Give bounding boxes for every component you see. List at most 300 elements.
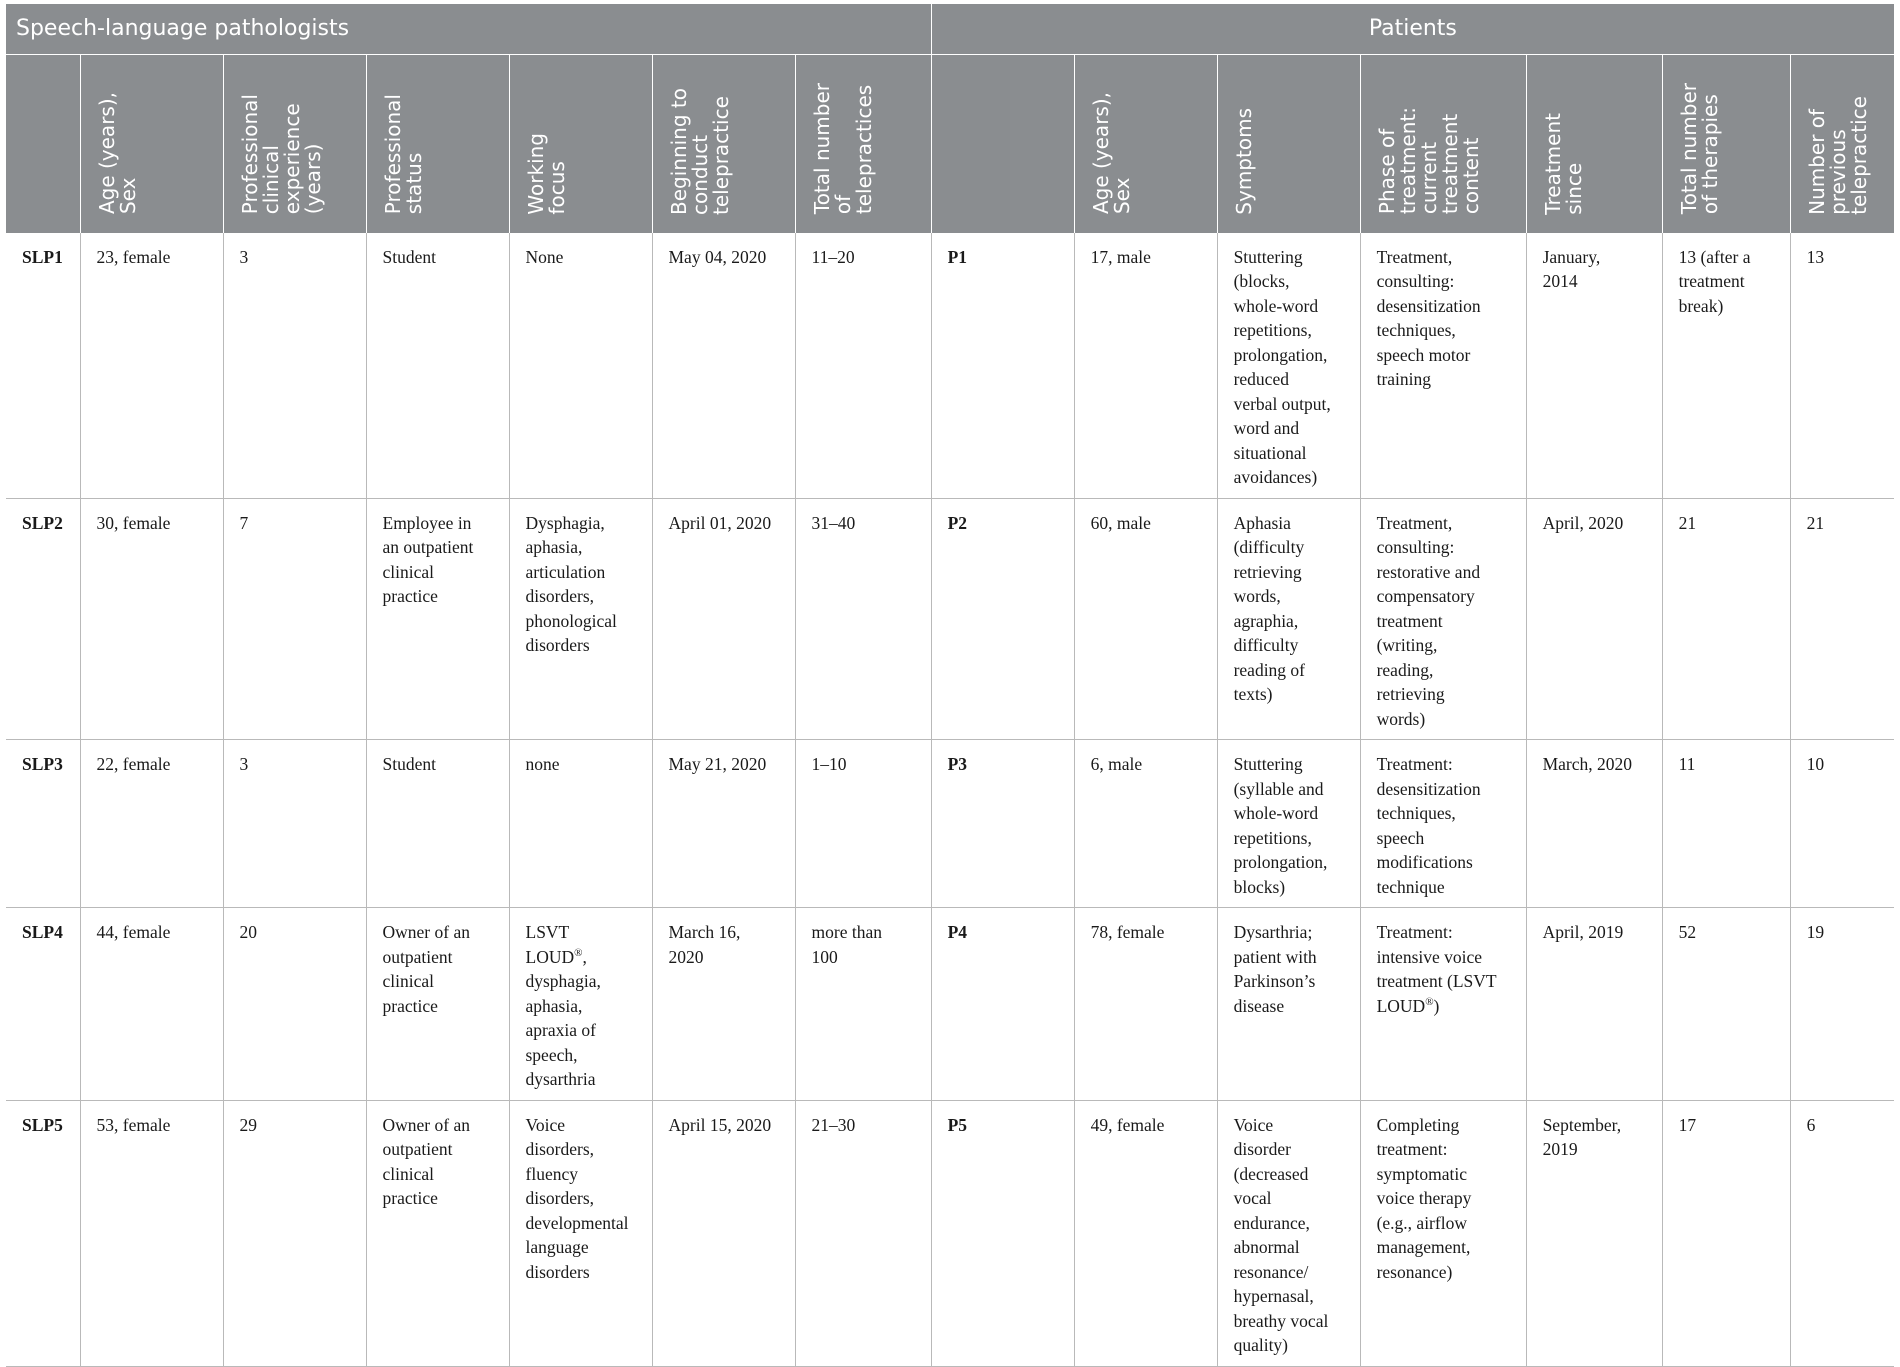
table-row <box>6 1100 1894 1366</box>
cell-line: SLP3 <box>22 754 63 774</box>
cell-line: (e.g., airflow <box>1376 1212 1467 1233</box>
cell-line: treatment <box>1376 610 1443 631</box>
cell-slp-id <box>6 908 80 1101</box>
cell-slp-age-sex <box>80 908 223 1101</box>
cell-line: disorder <box>1233 1139 1291 1159</box>
cell-line: resonance) <box>1376 1261 1453 1282</box>
cell-line: Dysphagia, <box>525 512 605 533</box>
cell-line: techniques, <box>1376 320 1456 340</box>
cell-line: Student <box>382 246 436 267</box>
column-header-total-therapies <box>1662 54 1790 233</box>
cell-since <box>1526 908 1662 1101</box>
cell-line: (syllable and <box>1233 778 1324 799</box>
cell-line: language <box>525 1237 589 1257</box>
table-row <box>6 908 1894 1101</box>
cell-line: 53, female <box>96 1114 171 1135</box>
header-line: focus <box>544 161 569 215</box>
column-header-phase <box>1360 54 1526 233</box>
cell-line: whole-word <box>1233 295 1319 316</box>
header-line: clinical <box>258 145 283 215</box>
cell-status <box>366 233 509 499</box>
cell-line: practice <box>382 1188 438 1208</box>
cell-line: (blocks, <box>1233 271 1290 291</box>
table-row <box>6 498 1894 740</box>
cell-line: 21–30 <box>811 1114 856 1135</box>
cell-line: 23, female <box>96 246 171 267</box>
cell-symptoms <box>1217 233 1360 499</box>
cell-since <box>1526 498 1662 740</box>
cell-line: SLP5 <box>22 1114 63 1135</box>
cell-line: speech motor <box>1376 344 1471 365</box>
cell-prev-tele <box>1790 1100 1894 1366</box>
cell-patient-id <box>931 498 1074 740</box>
cell-line: 30, female <box>96 512 171 533</box>
cell-line: resonance/ <box>1233 1261 1309 1282</box>
cell-line: disorders <box>525 635 590 655</box>
cell-begin <box>652 1100 795 1366</box>
cell-line: 29 <box>239 1114 257 1135</box>
cell-line: P2 <box>947 512 968 533</box>
cell-line: techniques, <box>1376 803 1456 823</box>
cell-line: disease <box>1233 995 1285 1016</box>
cell-line: avoidances) <box>1233 467 1318 487</box>
cell-line: 6 <box>1806 1114 1816 1135</box>
cell-total-therapies <box>1662 740 1790 908</box>
cell-symptoms <box>1217 498 1360 740</box>
cell-line: 2019 <box>1542 1139 1578 1159</box>
cell-line: reduced <box>1233 369 1289 389</box>
cell-focus <box>509 498 652 740</box>
cell-total-tele <box>795 908 931 1101</box>
cell-line: 31–40 <box>811 512 856 533</box>
cell-line: 19 <box>1806 922 1825 942</box>
cell-line: 2020 <box>668 946 704 967</box>
header-line: telepractices <box>851 85 876 215</box>
cell-line: 2014 <box>1542 271 1578 291</box>
cell-begin <box>652 908 795 1101</box>
cell-line: Dysarthria; <box>1233 922 1313 942</box>
cell-line: May 21, 2020 <box>668 754 767 774</box>
cell-line: Treatment: <box>1376 922 1453 942</box>
cell-line: disorders, <box>525 1139 595 1159</box>
header-line: Age (years), <box>1088 92 1113 215</box>
cell-symptoms <box>1217 908 1360 1101</box>
cell-line: clinical <box>382 971 435 991</box>
cell-line: 20 <box>239 922 257 942</box>
cell-line: consulting: <box>1376 537 1455 557</box>
column-header-label <box>1231 107 1256 215</box>
cell-line: desensitization <box>1376 778 1481 799</box>
cell-line: Voice <box>1233 1114 1274 1135</box>
cell-line: P5 <box>947 1114 968 1135</box>
cell-line: training <box>1376 369 1432 389</box>
cell-line: Parkinson’s <box>1233 971 1316 991</box>
cell-line: prolongation, <box>1233 344 1328 365</box>
cell-p-age-sex <box>1074 908 1217 1101</box>
column-header-patient-id <box>931 54 1074 233</box>
header-line: Working <box>523 132 548 215</box>
group-header-patients: Patients <box>931 4 1894 54</box>
cell-line: April, 2020 <box>1542 512 1624 533</box>
cell-line: Owner of an <box>382 1114 470 1135</box>
cell-phase <box>1360 233 1526 499</box>
cell-line: None <box>525 246 564 267</box>
cell-patient-id <box>931 740 1074 908</box>
cell-line: patient with <box>1233 946 1317 967</box>
data-table-container <box>6 4 1894 1367</box>
cell-line: abnormal <box>1233 1237 1300 1257</box>
cell-line: speech <box>1376 827 1425 848</box>
cell-line: symptomatic <box>1376 1163 1467 1184</box>
cell-line: SLP4 <box>22 922 63 942</box>
cell-line: 17, male <box>1090 246 1151 267</box>
cell-line: treatment: <box>1376 1139 1448 1159</box>
cell-line: April 01, 2020 <box>668 512 772 533</box>
cell-line: treatment <box>1678 271 1745 291</box>
cell-experience <box>223 233 366 499</box>
header-line: Total number <box>809 83 834 215</box>
cell-line: compensatory <box>1376 586 1475 606</box>
cell-line: articulation <box>525 561 606 582</box>
cell-line: blocks) <box>1233 876 1286 897</box>
column-header-label <box>1374 107 1483 215</box>
cell-line: 100 <box>811 946 838 967</box>
table-body <box>6 233 1894 1367</box>
cell-begin <box>652 233 795 499</box>
cell-line: Treatment: <box>1376 754 1453 774</box>
cell-line: 21 <box>1678 512 1697 533</box>
cell-line: January, <box>1542 246 1601 267</box>
cell-total-tele <box>795 1100 931 1366</box>
column-header-label <box>523 132 569 215</box>
cell-line: LOUD®) <box>1376 995 1440 1016</box>
cell-patient-id <box>931 908 1074 1101</box>
cell-line: SLP1 <box>22 246 63 267</box>
cell-status <box>366 740 509 908</box>
column-header-label <box>380 94 426 215</box>
cell-line: technique <box>1376 876 1445 897</box>
column-header-label <box>1540 112 1586 215</box>
header-line: experience <box>279 103 304 215</box>
header-line: Symptoms <box>1231 107 1256 215</box>
column-header-experience <box>223 54 366 233</box>
column-header-label <box>1804 95 1871 215</box>
cell-line: P3 <box>947 754 968 774</box>
cell-experience <box>223 1100 366 1366</box>
cell-line: more than <box>811 922 882 942</box>
column-header-begin <box>652 54 795 233</box>
cell-line: P4 <box>947 922 968 942</box>
header-line: Treatment <box>1540 112 1565 215</box>
cell-since <box>1526 1100 1662 1366</box>
cell-line: break) <box>1678 295 1724 316</box>
cell-total-therapies <box>1662 498 1790 740</box>
cell-line: 60, male <box>1090 512 1151 533</box>
header-line: telepractice <box>708 95 733 215</box>
cell-line: treatment (LSVT <box>1376 971 1497 991</box>
header-line: Sex <box>1109 178 1134 215</box>
cell-line: Voice <box>525 1114 566 1135</box>
cell-line: Student <box>382 754 436 774</box>
cell-line: situational <box>1233 442 1307 463</box>
cell-line: vocal <box>1233 1188 1272 1208</box>
column-header-row <box>6 54 1894 233</box>
table-row <box>6 233 1894 499</box>
header-line: Total number <box>1676 83 1701 215</box>
cell-line: outpatient <box>382 1139 453 1159</box>
column-header-p-age-sex <box>1074 54 1217 233</box>
column-header-status <box>366 54 509 233</box>
cell-phase <box>1360 1100 1526 1366</box>
cell-slp-age-sex <box>80 233 223 499</box>
cell-line: 11–20 <box>811 246 855 267</box>
cell-line: retrieving <box>1376 684 1445 704</box>
cell-total-therapies <box>1662 233 1790 499</box>
header-line: Sex <box>115 178 140 215</box>
cell-line: practice <box>382 586 438 606</box>
cell-line: Completing <box>1376 1114 1460 1135</box>
column-header-label <box>237 94 325 215</box>
cell-line: Stuttering <box>1233 246 1303 267</box>
header-line: Beginning to <box>666 87 691 215</box>
cell-line: 49, female <box>1090 1114 1165 1135</box>
cell-line: whole-word <box>1233 803 1319 823</box>
cell-slp-id <box>6 1100 80 1366</box>
header-line: treatment <box>1437 114 1462 215</box>
cell-p-age-sex <box>1074 498 1217 740</box>
cell-phase <box>1360 498 1526 740</box>
column-header-label <box>809 83 876 215</box>
header-line: Professional <box>237 94 262 215</box>
group-header-slp: Speech-language pathologists <box>6 4 931 54</box>
cell-line: Treatment, <box>1376 512 1453 533</box>
cell-line: 13 (after a <box>1678 246 1751 267</box>
cell-line: Aphasia <box>1233 512 1291 533</box>
cell-line: Stuttering <box>1233 754 1303 774</box>
column-header-label <box>666 87 733 215</box>
cell-total-tele <box>795 233 931 499</box>
cell-line: prolongation, <box>1233 852 1328 872</box>
cell-line: none <box>525 754 560 774</box>
cell-p-age-sex <box>1074 1100 1217 1366</box>
cell-line: consulting: <box>1376 271 1455 291</box>
header-line: current <box>1416 142 1441 215</box>
cell-slp-age-sex <box>80 740 223 908</box>
cell-line: restorative and <box>1376 561 1481 582</box>
table-row <box>6 740 1894 908</box>
column-header-label <box>1676 83 1722 215</box>
cell-experience <box>223 740 366 908</box>
cell-line: management, <box>1376 1237 1471 1257</box>
cell-line: breathy vocal <box>1233 1310 1329 1331</box>
cell-total-therapies <box>1662 1100 1790 1366</box>
cell-line: 78, female <box>1090 922 1165 942</box>
cell-patient-id <box>931 233 1074 499</box>
cell-line: modifications <box>1376 852 1473 872</box>
cell-phase <box>1360 740 1526 908</box>
cell-status <box>366 1100 509 1366</box>
cell-line: agraphia, <box>1233 610 1299 631</box>
cell-line: developmental <box>525 1212 629 1233</box>
cell-line: aphasia, <box>525 537 583 557</box>
cell-line: dysphagia, <box>525 971 601 991</box>
cell-slp-id <box>6 233 80 499</box>
cell-line: disorders <box>525 1261 590 1282</box>
header-line: of <box>830 195 855 215</box>
cell-line: clinical <box>382 561 435 582</box>
cell-slp-age-sex <box>80 498 223 740</box>
cell-line: word and <box>1233 418 1300 438</box>
group-header-row <box>6 4 1894 54</box>
cell-line: LSVT <box>525 922 570 942</box>
header-line: (years) <box>300 143 325 215</box>
cell-line: (decreased <box>1233 1163 1309 1184</box>
cell-slp-age-sex <box>80 1100 223 1366</box>
cell-line: LOUD®, <box>525 946 587 967</box>
cell-symptoms <box>1217 1100 1360 1366</box>
header-line: Phase of <box>1374 129 1399 215</box>
cell-line: words) <box>1376 708 1426 729</box>
cell-line: disorders, <box>525 1188 595 1208</box>
cell-line: March 16, <box>668 922 741 942</box>
cell-line: speech, <box>525 1044 578 1065</box>
cell-line: Employee in <box>382 512 472 533</box>
cell-line: disorders, <box>525 586 595 606</box>
cell-line: intensive voice <box>1376 946 1483 967</box>
cell-line: practice <box>382 995 438 1016</box>
cell-line: dysarthria <box>525 1069 596 1089</box>
cell-slp-id <box>6 498 80 740</box>
header-line: content <box>1458 137 1483 215</box>
cell-line: fluency <box>525 1163 578 1184</box>
cell-line: texts) <box>1233 684 1273 704</box>
cell-symptoms <box>1217 740 1360 908</box>
cell-total-tele <box>795 498 931 740</box>
cell-line: 22, female <box>96 754 171 774</box>
cell-prev-tele <box>1790 498 1894 740</box>
cell-line: 1–10 <box>811 754 847 774</box>
cell-begin <box>652 498 795 740</box>
header-line: conduct <box>687 134 712 215</box>
cell-line: difficulty <box>1233 635 1299 655</box>
cell-prev-tele <box>1790 908 1894 1101</box>
cell-line: April 15, 2020 <box>668 1114 772 1135</box>
cell-line: aphasia, <box>525 995 583 1016</box>
cell-line: 52 <box>1678 922 1697 942</box>
header-line: treatment: <box>1395 107 1420 215</box>
column-header-slp-id <box>6 54 80 233</box>
cell-line: April, 2019 <box>1542 922 1624 942</box>
cell-line: clinical <box>382 1163 435 1184</box>
cell-line: SLP2 <box>22 512 63 533</box>
cell-since <box>1526 233 1662 499</box>
cell-status <box>366 908 509 1101</box>
cell-line: Treatment, <box>1376 246 1453 267</box>
column-header-since <box>1526 54 1662 233</box>
header-line: of therapies <box>1697 94 1722 215</box>
cell-prev-tele <box>1790 740 1894 908</box>
cell-line: voice therapy <box>1376 1188 1472 1208</box>
cell-line: 10 <box>1806 754 1825 774</box>
cell-line: March, 2020 <box>1542 754 1633 774</box>
cell-begin <box>652 740 795 908</box>
cell-line: P1 <box>947 246 968 267</box>
slp-patient-table <box>6 4 1894 1367</box>
cell-line: apraxia of <box>525 1020 596 1040</box>
cell-line: 7 <box>239 512 249 533</box>
column-header-label <box>1088 92 1134 215</box>
cell-line: (writing, <box>1376 635 1438 655</box>
cell-line: 3 <box>239 754 249 774</box>
column-header-total-tele <box>795 54 931 233</box>
cell-line: 11 <box>1678 754 1696 774</box>
cell-line: 6, male <box>1090 754 1143 774</box>
cell-phase <box>1360 908 1526 1101</box>
cell-line: 17 <box>1678 1114 1697 1135</box>
cell-line: endurance, <box>1233 1212 1310 1233</box>
cell-experience <box>223 498 366 740</box>
cell-total-therapies <box>1662 908 1790 1101</box>
cell-p-age-sex <box>1074 233 1217 499</box>
cell-focus <box>509 908 652 1101</box>
header-line: Age (years), <box>94 92 119 215</box>
header-line: since <box>1561 162 1586 215</box>
cell-experience <box>223 908 366 1101</box>
header-line: telepractice <box>1846 95 1871 215</box>
cell-line: 21 <box>1806 512 1825 533</box>
cell-p-age-sex <box>1074 740 1217 908</box>
cell-line: phonological <box>525 610 617 631</box>
cell-status <box>366 498 509 740</box>
cell-line: 44, female <box>96 922 171 942</box>
cell-line: May 04, 2020 <box>668 246 767 267</box>
cell-line: retrieving <box>1233 561 1302 582</box>
cell-slp-id <box>6 740 80 908</box>
cell-line: reading, <box>1376 659 1434 680</box>
cell-total-tele <box>795 740 931 908</box>
cell-line: 3 <box>239 246 249 267</box>
column-header-slp-age-sex <box>80 54 223 233</box>
cell-since <box>1526 740 1662 908</box>
cell-line: September, <box>1542 1114 1622 1135</box>
cell-line: verbal output, <box>1233 393 1331 414</box>
cell-line: repetitions, <box>1233 320 1312 340</box>
column-header-prev-tele <box>1790 54 1894 233</box>
cell-line: reading of <box>1233 659 1306 680</box>
cell-focus <box>509 740 652 908</box>
header-line: Professional <box>380 94 405 215</box>
cell-line: hypernasal, <box>1233 1286 1314 1306</box>
column-header-label <box>94 92 140 215</box>
cell-focus <box>509 233 652 499</box>
cell-focus <box>509 1100 652 1366</box>
cell-line: 13 <box>1806 246 1825 267</box>
cell-line: words, <box>1233 586 1281 606</box>
cell-line: desensitization <box>1376 295 1481 316</box>
column-header-symptoms <box>1217 54 1360 233</box>
cell-line: an outpatient <box>382 537 474 557</box>
header-line: status <box>401 153 426 215</box>
cell-line: repetitions, <box>1233 827 1312 848</box>
header-line: Number of <box>1804 108 1829 215</box>
cell-line: Owner of an <box>382 922 470 942</box>
cell-line: outpatient <box>382 946 453 967</box>
cell-prev-tele <box>1790 233 1894 499</box>
cell-line: (difficulty <box>1233 537 1305 557</box>
cell-patient-id <box>931 1100 1074 1366</box>
column-header-focus <box>509 54 652 233</box>
header-line: previous <box>1825 128 1850 215</box>
